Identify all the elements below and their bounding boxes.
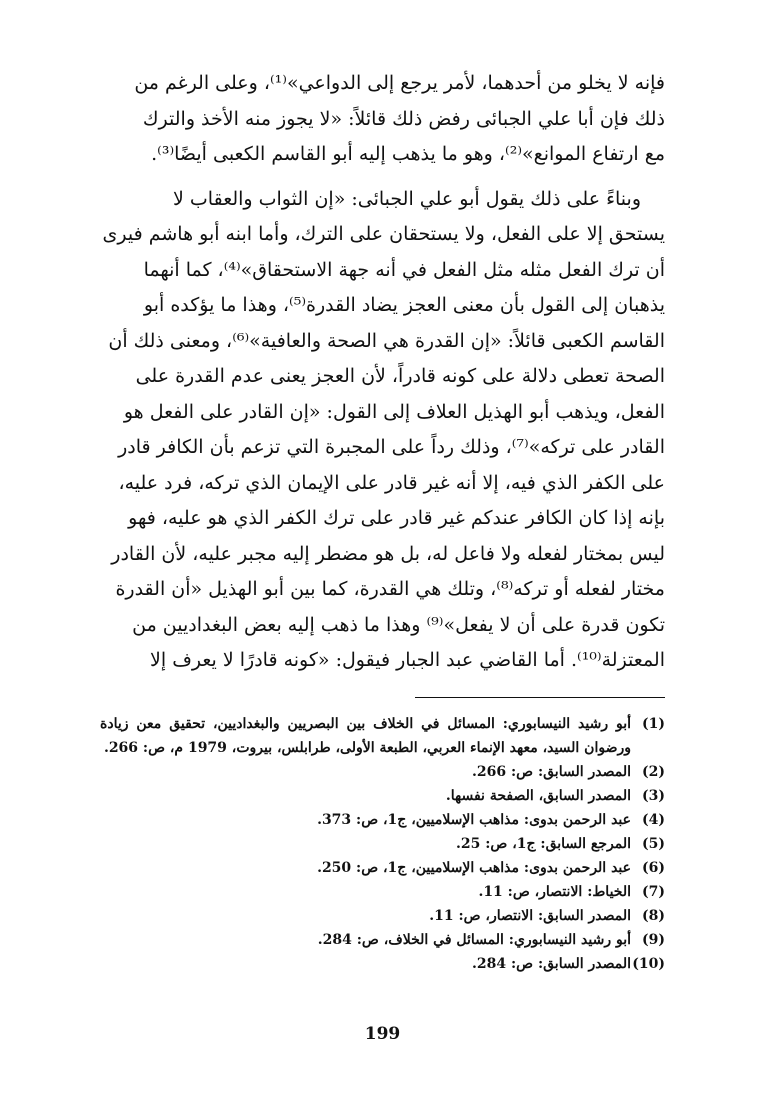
footnote-separator bbox=[415, 697, 665, 698]
text-line: مختار لفعله أو تركه⁽⁸⁾، وتلك هي القدرة، كما بين أبو الهذيل «أن القدرة bbox=[115, 578, 665, 600]
footnote-text: عبد الرحمن بدوى: مذاهب الإسلاميين، ج1، ص: 250. bbox=[317, 859, 631, 876]
main-text bbox=[100, 66, 665, 679]
paragraph bbox=[100, 182, 665, 679]
footnote-text: المصدر السابق، الصفحة نفسها. bbox=[445, 787, 631, 804]
text-line: ليس بمختار لفعله ولا فاعل له، بل هو مضطر إليه مجبر عليه، لأن القادر bbox=[111, 542, 665, 565]
footnote bbox=[100, 928, 665, 952]
footnote bbox=[100, 784, 665, 808]
text-line: القادر على تركه»⁽⁷⁾، وذلك رداً على المجبرة التي تزعم بأن الكافر قادر bbox=[118, 436, 665, 458]
footnote-number: (3) bbox=[642, 787, 665, 804]
footnote-number: (2) bbox=[642, 763, 665, 780]
footnote-number: (9) bbox=[642, 931, 665, 948]
footnote-text: أبو رشيد النيسابوري: المسائل في الخلاف، ص: 284. bbox=[317, 931, 631, 948]
text-line: الصحة تعطى دلالة على كونه قادراً، لأن العجز يعنى عدم القدرة على bbox=[135, 365, 665, 387]
footnote-number: (8) bbox=[642, 907, 665, 924]
footnote-text: عبد الرحمن بدوى: مذاهب الإسلاميين، ج1، ص: 373. bbox=[317, 811, 631, 828]
footnote-number: (1) bbox=[642, 715, 665, 732]
footnote bbox=[100, 904, 665, 928]
text-line: القاسم الكعبى قائلاً: «إن القدرة هي الصحة والعافية»⁽⁶⁾، ومعنى ذلك أن bbox=[108, 329, 665, 352]
text-line: على الكفر الذي فيه، إلا أنه غير قادر على الإيمان الذي تركه، فرد عليه، bbox=[118, 471, 665, 494]
footnote-text: المرجع السابق: ج1، ص: 25. bbox=[456, 835, 631, 852]
footnote-text: المصدر السابق: الانتصار، ص: 11. bbox=[429, 907, 631, 924]
text-line: الفعل، ويذهب أبو الهذيل العلاف إلى القول: «إن القادر على الفعل هو bbox=[123, 400, 665, 423]
footnote bbox=[100, 952, 665, 976]
text-line: بإنه إذا كان الكافر عندكم غير قادر على ترك الكفر الذي هو عليه، فهو bbox=[128, 507, 665, 529]
footnote bbox=[100, 760, 665, 784]
footnote bbox=[100, 856, 665, 880]
footnote bbox=[100, 880, 665, 904]
footnote-number: (4) bbox=[642, 811, 665, 828]
text-line: المعتزلة⁽¹⁰⁾. أما القاضي عبد الجبار فيقول: «كونه قادرًا لا يعرف إلا bbox=[150, 649, 665, 671]
text-line: مع ارتفاع الموانع»⁽²⁾، وهو ما يذهب إليه أبو القاسم الكعبى أيضًا⁽³⁾. bbox=[151, 143, 665, 165]
text-line: يذهبان إلى القول بأن معنى العجز يضاد القدرة⁽⁵⁾، وهذا ما يؤكده أبو bbox=[143, 294, 665, 316]
text-line: وبناءً على ذلك يقول أبو علي الجبائى: «إن الثواب والعقاب لا bbox=[173, 187, 641, 210]
footnote-number: (10) bbox=[632, 955, 665, 972]
paragraph bbox=[100, 66, 665, 173]
footnote-number: (5) bbox=[642, 835, 665, 852]
footnote-text: الخياط: الانتصار، ص: 11. bbox=[478, 883, 631, 900]
footnote bbox=[100, 808, 665, 832]
text-line: يستحق إلا على الفعل، ولا يستحقان على الترك، وأما ابنه أبو هاشم فيرى bbox=[102, 223, 665, 245]
footnote-number: (7) bbox=[642, 883, 665, 900]
text-line: تكون قدرة على أن لا يفعل»⁽⁹⁾ وهذا ما ذهب إليه بعض البغداديين من bbox=[132, 613, 665, 636]
text-line: ذلك فإن أبا علي الجبائى رفض ذلك قائلاً: «لا يجوز منه الأخذ والترك bbox=[142, 107, 665, 130]
footnote-text: أبو رشيد النيسابوري: المسائل في الخلاف بين البصريين والبغداديين، تحقيق معن زيادة ورضوان السيد، معهد الإنماء العربي، الطبعة الأولى، طرابلس، بيروت، 1979 م، ص: 266. bbox=[100, 715, 631, 756]
footnote bbox=[100, 832, 665, 856]
footnotes bbox=[100, 712, 665, 976]
footnote-text: المصدر السابق: ص: 266. bbox=[472, 763, 631, 780]
footnote bbox=[100, 712, 665, 760]
footnote-text: المصدر السابق: ص: 284. bbox=[472, 955, 631, 972]
footnote-number: (6) bbox=[642, 859, 665, 876]
text-line: أن ترك الفعل مثله مثل الفعل في أنه جهة الاستحقاق»⁽⁴⁾، كما أنهما bbox=[143, 258, 665, 281]
page-number: 199 bbox=[364, 1024, 401, 1044]
text-line: فإنه لا يخلو من أحدهما، لأمر يرجع إلى الدواعي»⁽¹⁾، وعلى الرغم من bbox=[134, 72, 665, 94]
